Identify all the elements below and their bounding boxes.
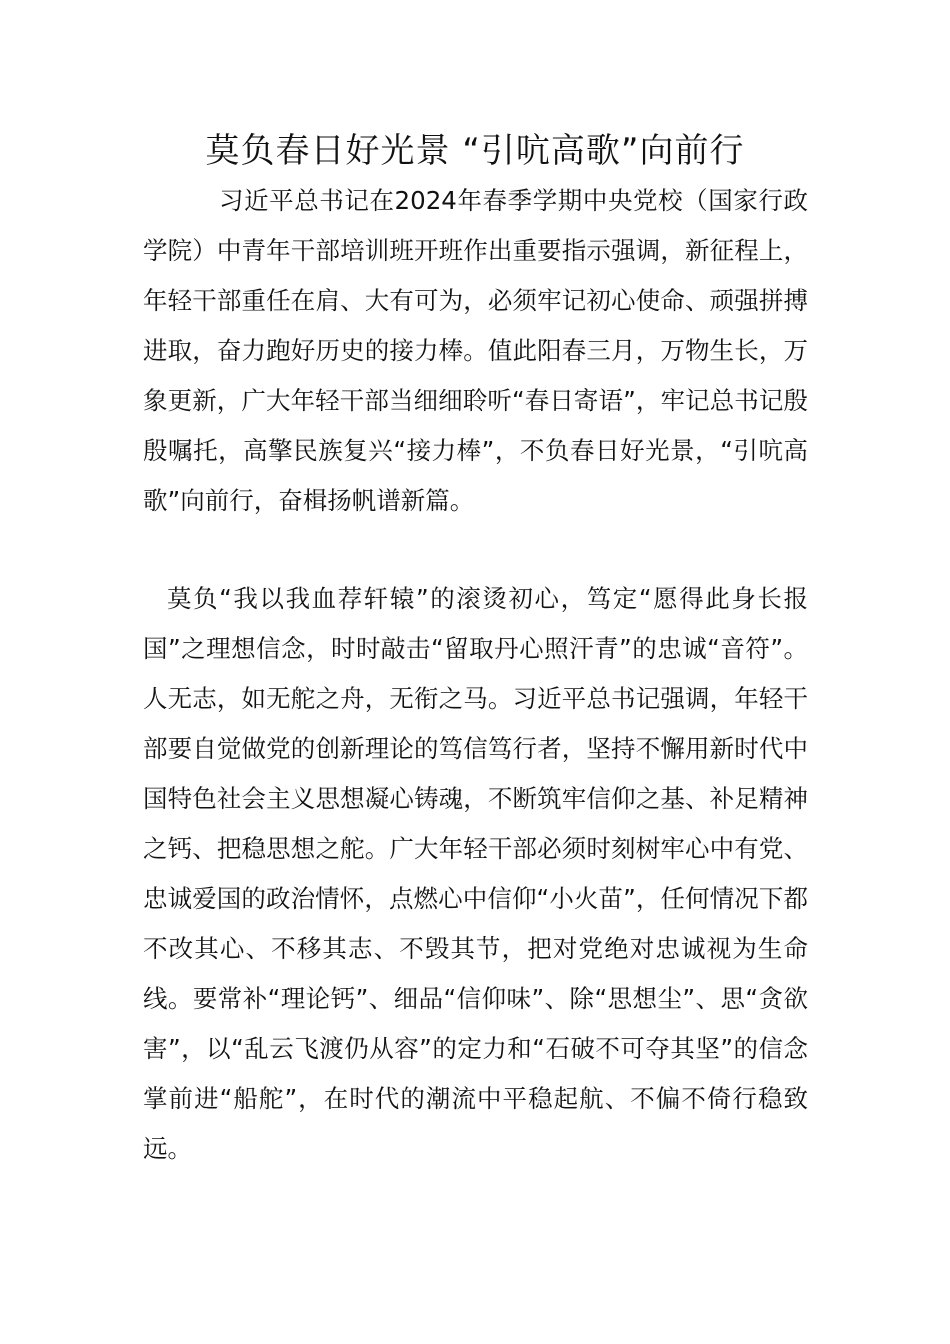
paragraph-2: 莫负“我以我血荐轩辕”的滚烫初心，笃定“愿得此身长报国”之理想信念，时时敲击“留取丹心照汗青”的忠诚“音符”。人无志，如无舵之舟，无衔之马。习近平总书记强调，年轻干部要自觉做党的创新理论的笃信笃行者，坚持不懈用新时代中国特色社会主义思想凝心铸魂，不断筑牢信仰之基、补足精神之钙、把稳思想之舵。广大年轻干部必须时刻树牢心中有党、忠诚爱国的政治情怀，点燃心中信仰“小火苗”，任何情况下都不改其心、不移其志、不毁其节，把对党绝对忠诚视为生命线。要常补“理论钙”、细品“信仰味”、除“思想尘”、思“贪欲害”，以“乱云飞渡仍从容”的定力和“石破不可夺其坚”的信念掌前进“船舵”，在时代的潮流中平稳起航、不偏不倚行稳致远。	[143, 584, 808, 1163]
paragraph-1: 习近平总书记在2024年春季学期中央党校（国家行政学院）中青年干部培训班开班作出重要指示强调，新征程上，年轻干部重任在肩、大有可为，必须牢记初心使命、顽强拼搏进取，奋力跑好历史的接力棒。值此阳春三月，万物生长，万象更新，广大年轻干部当细细聆听“春日寄语”，牢记总书记殷殷嘱托，高擎民族复兴“接力棒”，不负春日好光景，“引吭高歌”向前行，奋楫扬帆谱新篇。	[143, 186, 808, 515]
document-title: 莫负春日好光景 “引吭高歌”向前行	[205, 131, 745, 171]
